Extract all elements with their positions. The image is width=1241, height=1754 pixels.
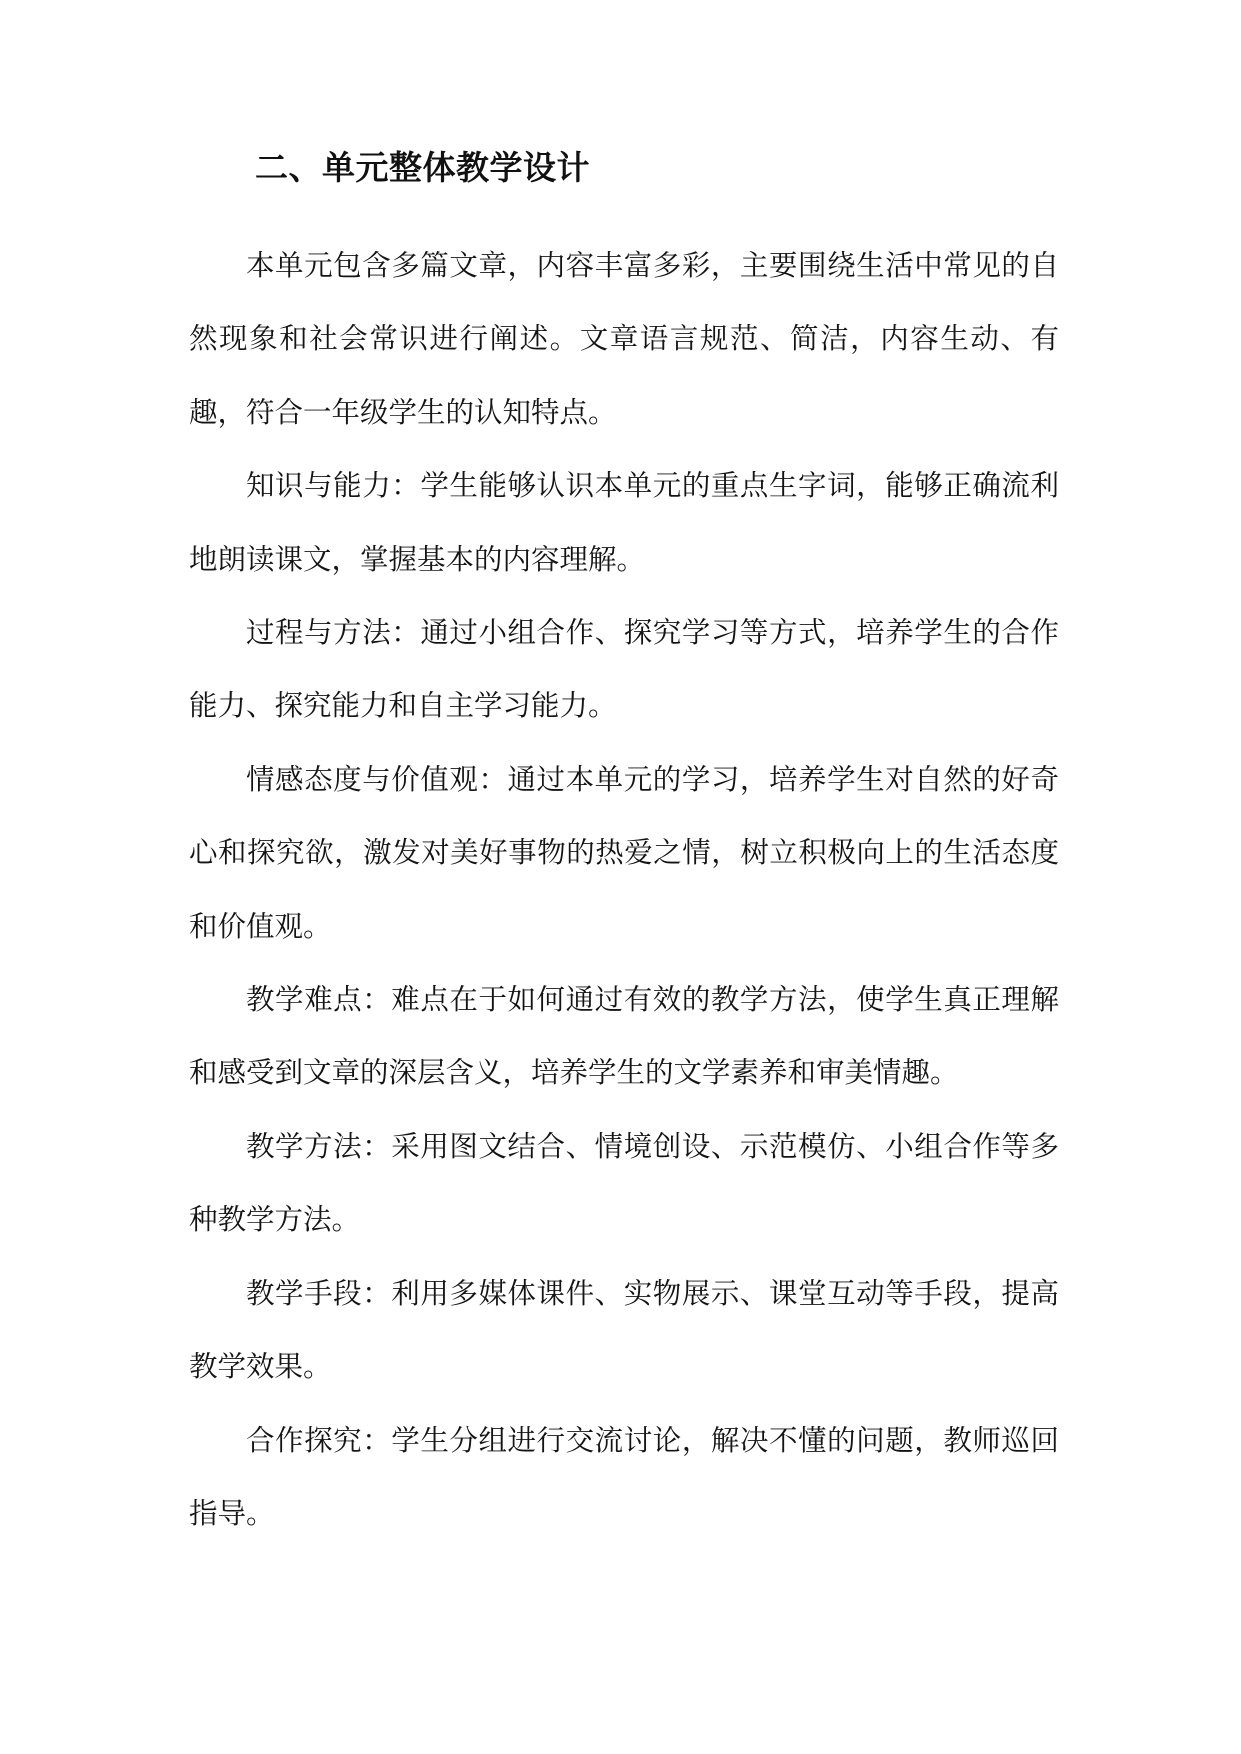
paragraph-teaching-method: 教学方法：采用图文结合、情境创设、示范模仿、小组合作等多种教学方法。: [189, 1129, 1059, 1237]
paragraph-unit-overview: 本单元包含多篇文章，内容丰富多彩，主要围绕生活中常见的自然现象和社会常识进行阐述。文章语言规范、简洁，内容生动、有趣，符合一年级学生的认知特点。: [189, 249, 1059, 429]
section-heading: 二、单元整体教学设计: [255, 148, 590, 187]
body-text: [189, 229, 1059, 1550]
paragraph-teaching-difficulty: 教学难点：难点在于如何通过有效的教学方法，使学生真正理解和感受到文章的深层含义，培养学生的文学素养和审美情趣。: [189, 983, 1059, 1090]
paragraph-teaching-means: 教学手段：利用多媒体课件、实物展示、课堂互动等手段，提高教学效果。: [189, 1276, 1059, 1384]
paragraph-process-method: 过程与方法：通过小组合作、探究学习等方式，培养学生的合作能力、探究能力和自主学习能力。: [189, 616, 1059, 723]
paragraph-emotion-values: 情感态度与价值观：通过本单元的学习，培养学生对自然的好奇心和探究欲，激发对美好事物的热爱之情，树立积极向上的生活态度和价值观。: [189, 762, 1059, 943]
paragraph-knowledge-ability: 知识与能力：学生能够认识本单元的重点生字词，能够正确流利地朗读课文，掌握基本的内容理解。: [189, 469, 1059, 576]
paragraph-cooperative-inquiry: 合作探究：学生分组进行交流讨论，解决不懂的问题，教师巡回指导。: [189, 1423, 1059, 1530]
